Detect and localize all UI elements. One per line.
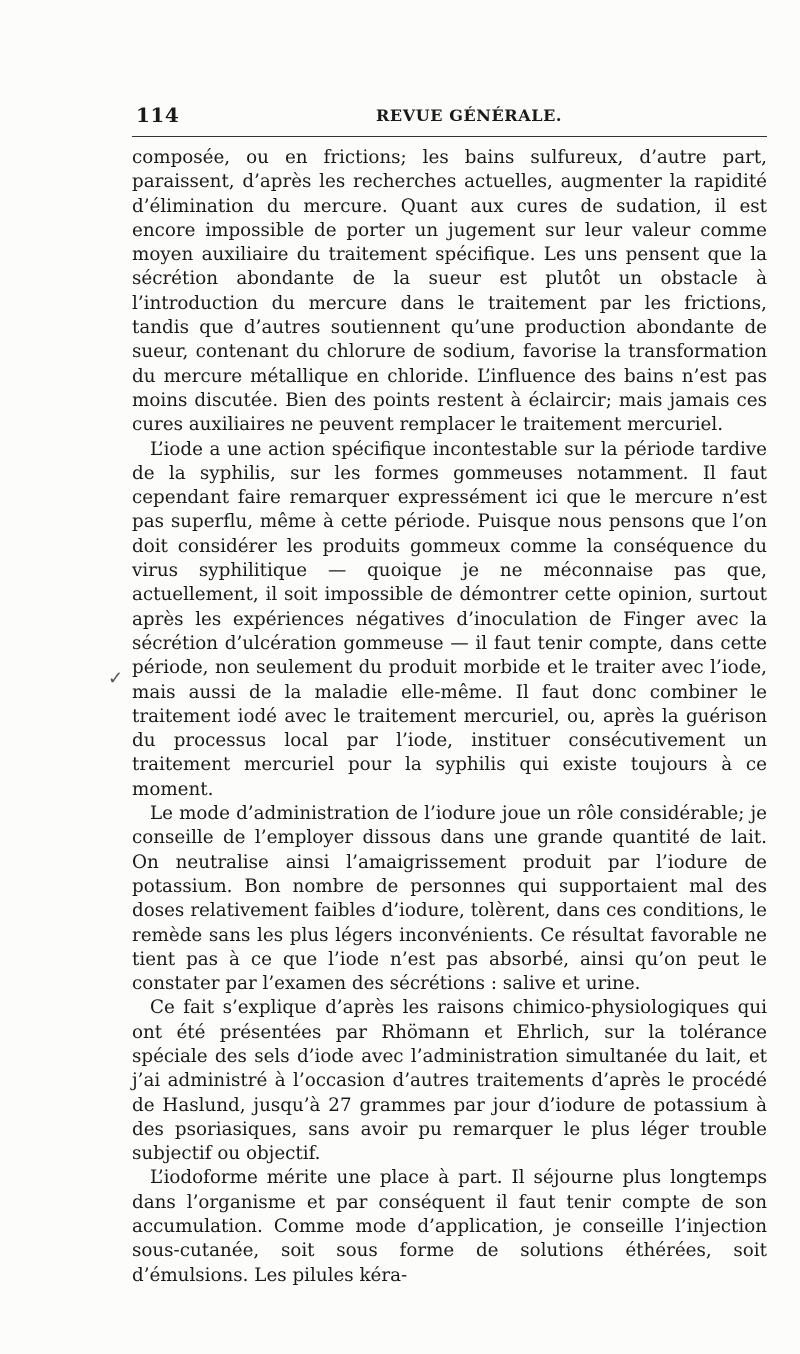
body-text bbox=[132, 146, 767, 1288]
page-header bbox=[132, 103, 767, 133]
paragraph-5: L’iodoforme mérite une place à part. Il séjourne plus longtemps dans l’organisme et par conséquent il faut tenir compte de son accumulation. Comme mode d’application, je conseille l’injection sous-cutanée, soit sous forme de solutions éthérées, soit d’émulsions. Les pilules kéra- bbox=[132, 1167, 767, 1286]
paragraph-2: L’iode a une action spécifique incontestable sur la période tardive de la syphilis, sur les formes gommeuses notamment. Il faut cependant faire remarquer expressément ici que le mercure n’est pas superflu, même à cette période. Puisque nous pensons que l’on doit considérer les produits gommeux comme la conséquence du virus syphilitique — quoique je ne méconnaise pas que, actuellement, il soit impossible de démontrer cette opinion, surtout après les expériences négatives d’inoculation de Finger avec la sécrétion d’ulcération gommeuse — il faut tenir compte, dans cette période, non seulement du produit morbide et le traiter avec l’iode, mais aussi de la maladie elle-même. Il faut donc combiner le traitement iodé avec le traitement mercuriel, ou, après la guérison du processus local par l’iode, instituer consécutivement un traitement mercuriel pour la syphilis qui existe toujours à ce moment. bbox=[132, 438, 767, 800]
page-number: 114 bbox=[136, 103, 180, 127]
margin-check-mark: ✓ bbox=[108, 668, 124, 689]
header-rule bbox=[132, 136, 767, 137]
paragraph-1: composée, ou en frictions; les bains sulfureux, d’autre part, paraissent, d’après les recherches actuelles, augmenter la rapidité d’élimination du mercure. Quant aux cures de sudation, il est encore impossible de porter un jugement sur leur valeur comme moyen auxiliaire du traitement spécifique. Les uns pensent que la sécrétion abondante de la sueur est plutôt un obstacle à l’introduction du mercure dans le traitement par les frictions, tandis que d’autres soutiennent qu’une production abondante de sueur, contenant du chlorure de sodium, favorise la transformation du mercure métallique en chloride. L’influence des bains n’est pas moins discutée. Bien des points restent à éclaircir; mais jamais ces cures auxiliaires ne peuvent remplacer le traitement mercuriel. bbox=[132, 147, 767, 436]
paragraph-4: Ce fait s’explique d’après les raisons chimico-physiologiques qui ont été présentées par Rhömann et Ehrlich, sur la tolérance spéciale des sels d’iode avec l’administration simultanée du lait, et j’ai administré à l’occasion d’autres traitements d’après le procédé de Haslund, jusqu’à 27 grammes par jour d’iodure de potassium à des psoriasiques, sans avoir pu remarquer le plus léger trouble subjectif ou objectif. bbox=[132, 997, 767, 1165]
running-title: REVUE GÉNÉRALE. bbox=[376, 106, 563, 125]
paragraph-3: Le mode d’administration de l’iodure joue un rôle considérable; je conseille de l’employer dissous dans une grande quantité de lait. On neutralise ainsi l’amaigrissement produit par l’iodure de potassium. Bon nombre de personnes qui supportaient mal des doses relativement faibles d’iodure, tolèrent, dans ces conditions, le remède sans les plus légers inconvénients. Ce résultat favorable ne tient pas à ce que l’iode n’est pas absorbé, ainsi qu’on peut le constater par l’examen des sécrétions : salive et urine. bbox=[132, 803, 767, 995]
